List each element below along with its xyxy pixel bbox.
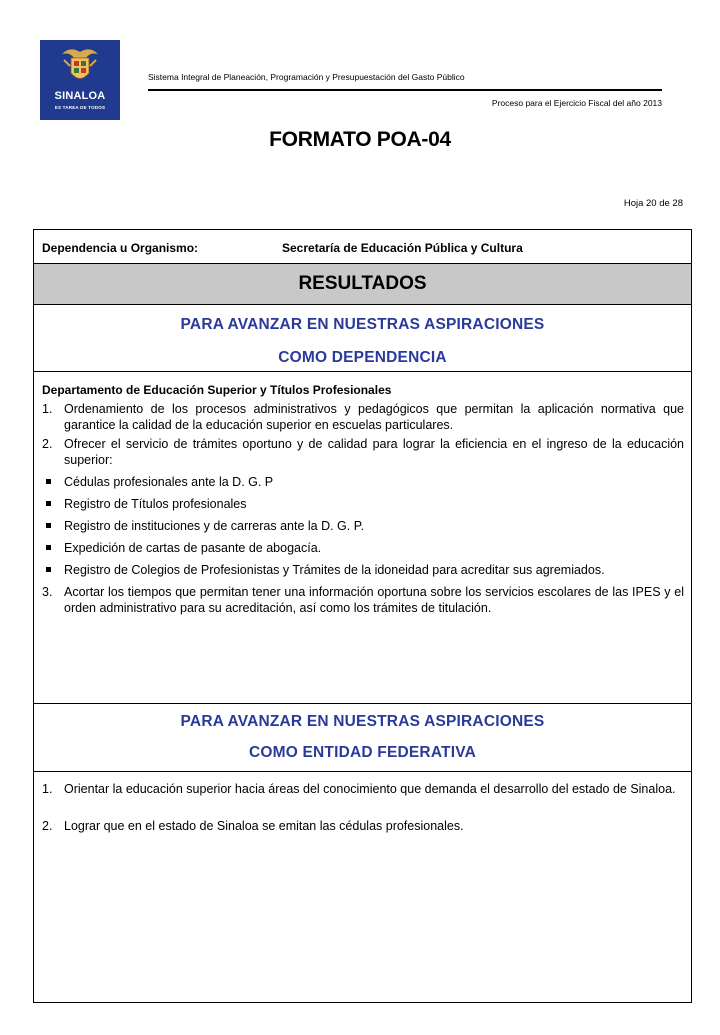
list-item bbox=[42, 818, 684, 834]
aspiration-entidad-line2: COMO ENTIDAD FEDERATIVA bbox=[248, 744, 477, 761]
aspiration-dependencia-line1: PARA AVANZAR EN NUESTRAS ASPIRACIONES bbox=[180, 316, 545, 333]
logo-tagline: ES TAREA DE TODOS bbox=[54, 105, 106, 110]
item-text: Ofrecer el servicio de trámites oportuno y de calidad para lograr la eficiencia en el ingreso de la educación superior: bbox=[64, 437, 684, 467]
bullet-item: Registro de Colegios de Profesionistas y Trámites de la idoneidad para acreditar sus agremiados. bbox=[42, 562, 684, 578]
bullet-item: Cédulas profesionales ante la D. G. P bbox=[42, 474, 684, 490]
list-item bbox=[42, 436, 684, 468]
department-title: Departamento de Educación Superior y Títulos Profesionales bbox=[42, 383, 392, 397]
bullet-square-icon bbox=[42, 496, 64, 512]
section-heading: RESULTADOS bbox=[33, 264, 692, 305]
item-number: 3. bbox=[42, 585, 53, 599]
aspiration-dependencia bbox=[33, 305, 692, 372]
dependency-value: Secretaría de Educación Pública y Cultura bbox=[282, 241, 523, 255]
item-text: Lograr que en el estado de Sinaloa se emitan las cédulas profesionales. bbox=[64, 819, 464, 833]
spacer bbox=[42, 800, 684, 818]
item-text: Acortar los tiempos que permitan tener una información oportuna sobre los servicios escolares de las IPES y el orden administrativo para su acreditación, así como los trámites de titulación. bbox=[64, 585, 684, 615]
item-number: 2. bbox=[42, 819, 53, 833]
bullet-square-icon bbox=[42, 562, 64, 578]
aspiration-dependencia-line2: COMO DEPENDENCIA bbox=[278, 349, 447, 366]
bullet-item: Registro de Títulos profesionales bbox=[42, 496, 684, 512]
item-text: Ordenamiento de los procesos administrativos y pedagógicos que permitan la aplicación normativa que garantice la calidad de la educación superior en escuelas particulares. bbox=[64, 402, 684, 432]
item-number: 2. bbox=[42, 437, 53, 451]
list-item bbox=[42, 584, 684, 616]
header-divider bbox=[148, 89, 662, 91]
system-title: Sistema Integral de Planeación, Programación y Presupuestación del Gasto Público bbox=[148, 72, 465, 82]
sheet-number: Hoja 20 de 28 bbox=[623, 198, 683, 209]
aspiration-entidad bbox=[33, 704, 692, 772]
bullet-square-icon bbox=[42, 474, 64, 490]
item-number: 1. bbox=[42, 402, 53, 416]
item-text: Orientar la educación superior hacia áreas del conocimiento que demanda el desarrollo del estado de Sinaloa. bbox=[64, 782, 676, 796]
aspiration-entidad-line1: PARA AVANZAR EN NUESTRAS ASPIRACIONES bbox=[180, 713, 545, 730]
bullet-square-icon bbox=[42, 518, 64, 534]
list-item bbox=[42, 401, 684, 433]
dependency-label: Dependencia u Organismo: bbox=[42, 241, 199, 255]
department-results bbox=[33, 372, 692, 704]
dependency-row bbox=[33, 229, 692, 264]
page-title: FORMATO POA-04 bbox=[269, 128, 451, 151]
logo-name: SINALOA bbox=[54, 90, 106, 102]
list-item bbox=[42, 781, 684, 797]
item-number: 1. bbox=[42, 782, 53, 796]
bullet-square-icon bbox=[42, 540, 64, 556]
bullet-item: Registro de instituciones y de carreras ante la D. G. P. bbox=[42, 518, 684, 534]
coat-of-arms-icon bbox=[40, 40, 120, 90]
fiscal-process: Proceso para el Ejercicio Fiscal del año 2013 bbox=[491, 98, 662, 108]
entidad-results bbox=[33, 772, 692, 1003]
sinaloa-logo bbox=[40, 40, 120, 120]
bullet-item: Expedición de cartas de pasante de abogacía. bbox=[42, 540, 684, 556]
